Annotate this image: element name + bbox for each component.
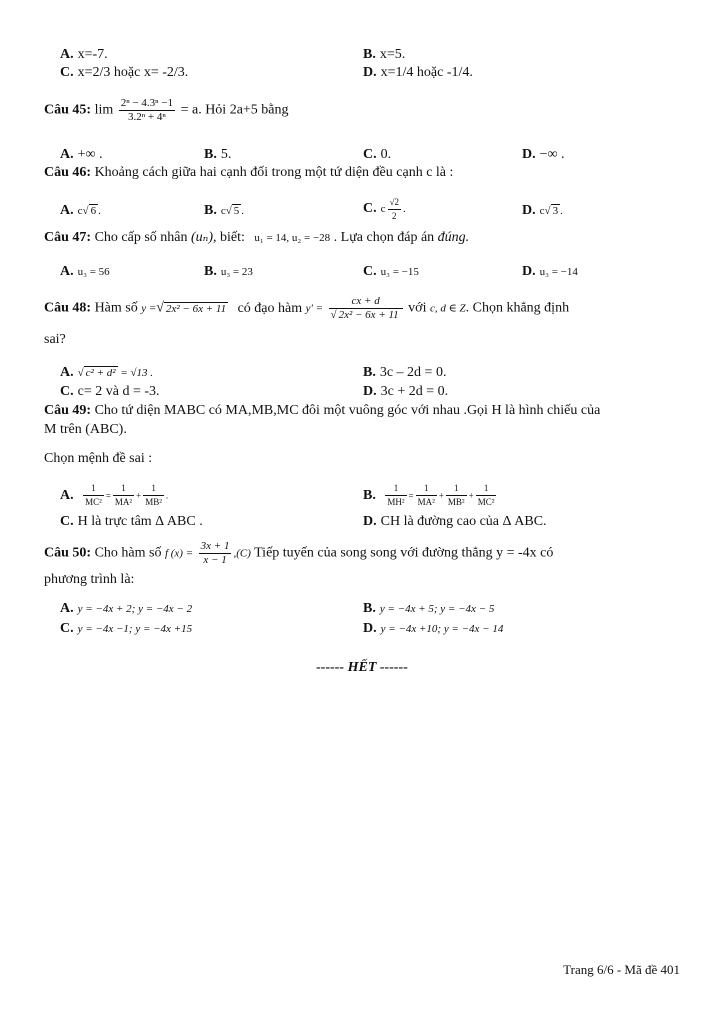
q50-stem-cont: phương trình là: bbox=[44, 572, 135, 587]
q46-option-a: A. c√ 6 . bbox=[60, 203, 101, 218]
q50-stem: Câu 50: Cho hàm số f (x) = $\frac{3x + 1}{x - 1}$ ,(C) Tiếp tuyến của song song với đường thẳng y = -4x có bbox=[44, 540, 554, 566]
q50-function-fraction: $\frac{3x + 1}{x - 1}$ bbox=[200, 540, 230, 566]
q49-prompt: Chọn mệnh đề sai : bbox=[44, 451, 153, 466]
q47-option-a: A. u₃ = 56 bbox=[60, 264, 110, 279]
q48-stem: Câu 48: Hàm số y =√ 2x² − 6x + 11 có đạo hàm y' = $\frac{cx + d}{\text{√ 2x² − 6x + 11}}$ với c, d ∈ Z. Chọn khẳng định bbox=[44, 295, 570, 321]
q44-option-a: A. x=-7. bbox=[60, 47, 108, 62]
q48-option-c: C. c= 2 và d = -3. bbox=[60, 384, 160, 399]
q44-option-c: C. x=2/3 hoặc x= -2/3. bbox=[60, 65, 189, 80]
q45-option-d: D. −∞ . bbox=[522, 147, 565, 162]
q49-option-d: D. CH là đường cao của Δ ABC. bbox=[363, 514, 547, 529]
q48-option-b: B. 3c – 2d = 0. bbox=[363, 365, 447, 380]
q45-option-c: C. 0. bbox=[363, 147, 392, 162]
q47-option-d: D. u₃ = −14 bbox=[522, 264, 578, 279]
q49-option-a: A. $\frac{1}{\text{MC²}}$ = $\frac{1}{\text{MA²}}$ + $\frac{1}{\text{MB²}}$ . bbox=[60, 483, 169, 507]
q47-stem: Câu 47: Cho cấp số nhân (uₙ), biết: u₁ = 14, u₂ = −28 . Lựa chọn đáp án đúng. bbox=[44, 230, 470, 245]
end-marker: ------ HẾT ------ bbox=[316, 660, 408, 675]
q49-stem: Câu 49: Cho tứ diện MABC có MA,MB,MC đôi một vuông góc với nhau .Gọi H là hình chiếu của bbox=[44, 403, 601, 418]
q50-option-a: A. y = −4x + 2; y = −4x − 2 bbox=[60, 601, 193, 616]
q48-stem-cont: sai? bbox=[44, 332, 66, 347]
q50-option-c: C. y = −4x −1; y = −4x +15 bbox=[60, 621, 193, 636]
q46-option-d: D. c√ 3 . bbox=[522, 203, 563, 218]
q47-option-c: C. u₃ = −15 bbox=[363, 264, 419, 279]
q48-derivative-fraction: $\frac{cx + d}{\text{√ 2x² − 6x + 11}}$ bbox=[329, 295, 403, 322]
q48-option-a: A. √ c² + d² = √13 . bbox=[60, 365, 154, 380]
q48-option-d: D. 3c + 2d = 0. bbox=[363, 384, 449, 399]
q45-stem: Câu 45: lim $\frac{\text{2ⁿ − 4.3ⁿ −1}}{\text{3.2ⁿ + 4ⁿ}}$ = a. Hỏi 2a+5 bằng bbox=[44, 97, 289, 123]
q44-option-d: D. x=1/4 hoặc -1/4. bbox=[363, 65, 473, 80]
q45-option-b: B. 5. bbox=[204, 147, 232, 162]
q46-stem: Câu 46: Khoảng cách giữa hai cạnh đối trong một tứ diện đều cạnh c là : bbox=[44, 165, 454, 180]
q49-stem-cont: M trên (ABC). bbox=[44, 422, 127, 437]
q44-option-b: B. x=5. bbox=[363, 47, 406, 62]
limit-symbol: lim bbox=[94, 102, 114, 118]
q47-option-b: B. u₃ = 23 bbox=[204, 264, 253, 279]
q49-option-c: C. H là trực tâm Δ ABC . bbox=[60, 514, 203, 529]
q50-option-d: D. y = −4x +10; y = −4x − 14 bbox=[363, 621, 504, 636]
page-footer: Trang 6/6 - Mã đề 401 bbox=[563, 962, 680, 977]
q45-option-a: A. +∞ . bbox=[60, 147, 103, 162]
q45-fraction: $\frac{\text{2ⁿ − 4.3ⁿ −1}}{\text{3.2ⁿ + 4ⁿ}}$ bbox=[120, 97, 174, 123]
q49-option-b: B. $\frac{1}{\text{MH²}}$ = $\frac{1}{\text{MA²}}$ + $\frac{1}{\text{MB²}}$ + $\frac{1}{\text{MC²}}$ bbox=[363, 483, 495, 507]
q50-option-b: B. y = −4x + 5; y = −4x − 5 bbox=[363, 601, 495, 616]
q46-option-b: B. c√ 5 . bbox=[204, 203, 245, 218]
q46-option-c: C. c $\frac{√2}{2}$ . bbox=[363, 197, 406, 221]
